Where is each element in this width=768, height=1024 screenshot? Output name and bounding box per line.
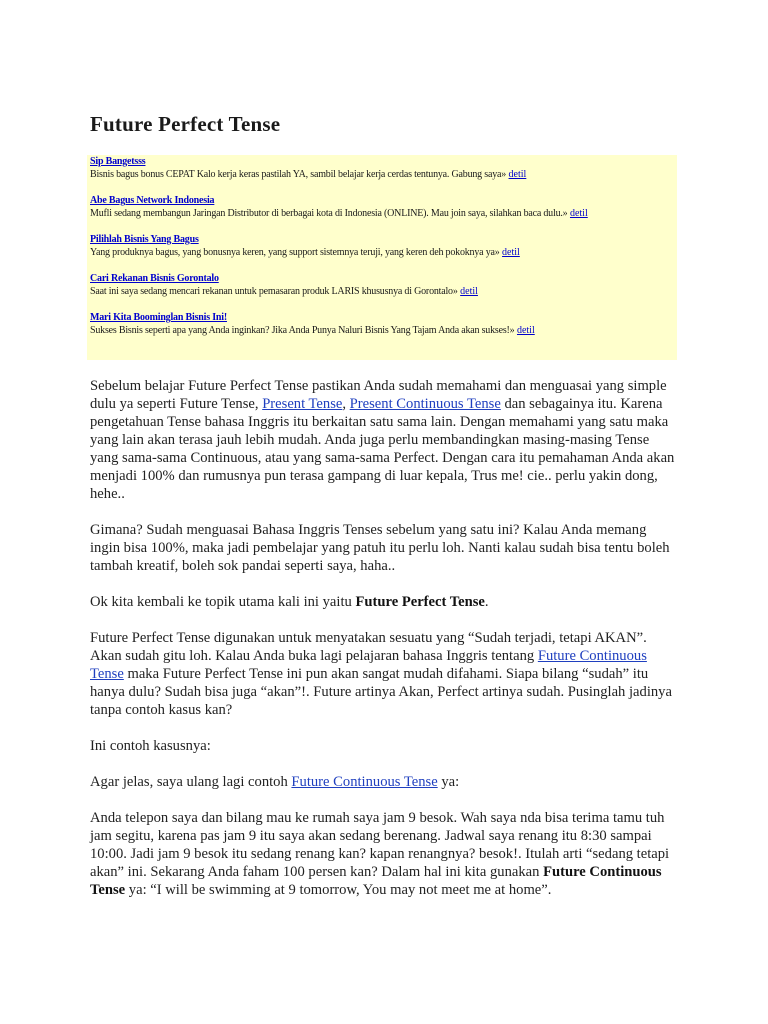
present-continuous-tense-link[interactable]: Present Continuous Tense [349,396,501,412]
ad-description: Sukses Bisnis seperti apa yang Anda inginkan? Jika Anda Punya Naluri Bisnis Yang Tajam Anda akan sukses!» [90,325,515,336]
paragraph-text: Future Perfect Tense digunakan untuk menyatakan sesuatu yang “Sudah terjadi, tetapi AKAN”. Akan sudah gitu loh. Kalau Anda buka lagi pelajaran bahasa Inggris tentang [90,630,647,664]
ad-detail-link[interactable]: detil [516,325,535,336]
ad-description: Yang produknya bagus, yang bonusnya keren, yang support sistemnya teruji, yang keren deh pokoknya ya» [90,247,500,258]
sponsored-links-box [87,155,677,360]
ad-detail-link[interactable]: detil [508,169,527,180]
paragraph-example-intro: Ini contoh kasusnya: [90,738,211,754]
ad-title-link[interactable]: Mari Kita Boominglan Bisnis Ini! [90,312,227,323]
paragraph-intro [90,377,680,503]
paragraph-text: maka Future Perfect Tense ini pun akan sangat mudah difahami. Siapa bilang “sudah” itu hanya dulu? Sudah bisa juga “akan”!. Future artinya Akan, Perfect artinya sudah. Pusinglah jadinya tanpa contoh kasus kan? [90,666,672,718]
ad-detail-link[interactable]: detil [502,247,520,258]
paragraph-text: Anda telepon saya dan bilang mau ke rumah saya jam 9 besok. Wah saya nda bisa terima tamu tuh jam segitu, karena pas jam 9 itu saya akan sedang berenang. Jadwal saya renang itu 8:30 sampai 10:00. Jadi jam 9 besok itu sedang renang kan? kapan renangnya? besok!. Itulah arti “sedang tetapi akan” ini. Sekarang Anda faham 100 persen kan? Dalam hal ini kita gunakan [90,810,670,880]
bold-term: Future Perfect Tense [355,594,485,610]
ad-title-link[interactable]: Pilihlah Bisnis Yang Bagus [90,234,199,245]
ad-title-link[interactable]: Cari Rekanan Bisnis Gorontalo [90,273,219,284]
paragraph-text: Agar jelas, saya ulang lagi contoh [90,774,292,790]
paragraph-text: , [342,396,350,412]
paragraph-example [90,809,680,899]
ad-title-link[interactable]: Sip Bangetsss [90,156,146,167]
paragraph-repeat [90,773,680,791]
paragraph-text: ya: “I will be swimming at 9 tomorrow, You may not meet me at home”. [125,882,552,898]
ad-title-link[interactable]: Abe Bagus Network Indonesia [90,195,215,206]
future-continuous-tense-link[interactable]: Future Continuous Tense [90,648,647,682]
article-body [90,377,680,917]
ad-description: Mufli sedang membangun Jaringan Distributor di berbagai kota di Indonesia (ONLINE). Mau join saya, silahkan baca dulu.» [90,208,568,219]
ad-item [90,195,674,221]
ad-item [90,273,674,299]
ad-description: Bisnis bagus bonus CEPAT Kalo kerja keras pastilah YA, sambil belajar kerja cerdas tentunya. Gabung saya» [90,169,507,180]
paragraph-gimana: Gimana? Sudah menguasai Bahasa Inggris Tenses sebelum yang satu ini? Kalau Anda memang ingin bisa 100%, maka jadi pembelajar yang patuh itu perlu loh. Nanti kalau sudah bisa tentu boleh tambah kreatif, boleh sok pandai seperti saya, haha.. [90,522,670,574]
paragraph-text: ya: [437,774,460,790]
future-continuous-tense-link[interactable]: Future Continuous Tense [291,774,438,790]
paragraph-text: Sebelum belajar Future Perfect Tense pastikan Anda sudah memahami dan menguasai yang simple dulu ya seperti Future Tense, [90,378,667,412]
bold-term: Future Continuous Tense [90,864,662,898]
ad-item [90,312,674,338]
ad-item [90,234,674,260]
paragraph-text: . [484,594,489,610]
page-title: Future Perfect Tense [90,112,281,136]
paragraph-text: Ok kita kembali ke topik utama kali ini yaitu [90,594,356,610]
paragraph-definition [90,629,680,719]
paragraph-text: dan sebagainya itu. Karena pengetahuan Tense bahasa Inggris itu berkaitan satu sama lain. Dengan memahami yang satu maka yang lain akan terasa jauh lebih mudah. Anda juga perlu membandingkan masing-masing Tense yang sama-sama Continuous, atau yang sama-sama Perfect. Dengan cara itu pemahaman Anda akan menjadi 100% dan rumusnya pun terasa gampang di luar kepala, Trus me! cie.. perlu yakin dong, hehe.. [90,396,675,502]
present-tense-link[interactable]: Present Tense [262,396,343,412]
ad-detail-link[interactable]: detil [569,208,588,219]
ad-detail-link[interactable]: detil [460,286,478,297]
ad-description: Saat ini saya sedang mencari rekanan untuk pemasaran produk LARIS khususnya di Gorontalo» [90,286,458,297]
paragraph-topic [90,593,680,611]
ad-item [90,156,674,182]
